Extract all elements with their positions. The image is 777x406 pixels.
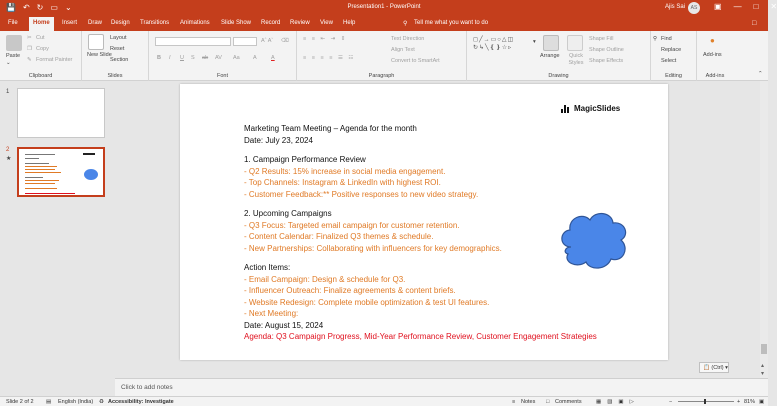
paragraph-label: Paragraph: [368, 73, 395, 79]
shape-effects-button[interactable]: Shape Effects: [589, 58, 624, 64]
vertical-scrollbar[interactable]: [760, 81, 768, 378]
reset-button[interactable]: Reset: [110, 46, 125, 52]
clipboard-group: [0, 31, 82, 81]
thumb-line: [25, 169, 55, 170]
scroll-down-icon[interactable]: ▾: [761, 371, 765, 377]
ribbon: [0, 31, 768, 81]
slide-text-line: Date: July 23, 2024: [244, 135, 313, 145]
cut-button[interactable]: Cut: [36, 35, 45, 41]
quick-styles-icon[interactable]: [567, 35, 583, 51]
slide-text-line: Agenda: Q3 Campaign Progress, Mid-Year Performance Review, Customer Engagement Strategies: [244, 332, 597, 341]
ribbon-tabs: [0, 17, 768, 31]
list-buttons-icon[interactable]: ≡ ≡ ⇤ ⇥ ⇕: [303, 36, 348, 42]
lightbulb-icon: ⚲: [403, 21, 408, 27]
font-name-input[interactable]: [155, 37, 231, 46]
tab-draw[interactable]: Draw: [88, 20, 103, 26]
tab-view[interactable]: View: [320, 20, 333, 26]
ribbon-display-icon[interactable]: ▣: [714, 2, 722, 11]
slide-text-line: - Content Calendar: Finalized Q3 themes & schedule.: [244, 232, 434, 241]
editing-label: Editing: [665, 73, 682, 79]
slide-text-line: 1. Campaign Performance Review: [244, 155, 366, 164]
avatar[interactable]: AS: [688, 2, 700, 14]
arrange-button[interactable]: Arrange: [540, 53, 560, 59]
notes-pane[interactable]: [115, 378, 768, 396]
arrange-icon[interactable]: [543, 35, 559, 51]
slide-thumbnail-2[interactable]: [17, 147, 105, 197]
tab-transitions[interactable]: Transitions: [140, 20, 170, 26]
paragraph-group: [297, 31, 467, 81]
slide-text-line: - New Partnerships: Collaborating with influencers for key demographics.: [244, 243, 502, 253]
paste-icon[interactable]: [6, 35, 22, 51]
spacing-button[interactable]: AV: [215, 55, 222, 61]
slide-text-line: 2. Upcoming Campaigns: [244, 209, 332, 218]
format-painter-icon: ✎: [27, 57, 32, 63]
section-button[interactable]: Section: [110, 57, 129, 63]
zoom-level[interactable]: 81%: [744, 399, 756, 405]
notes-placeholder: Click to add notes: [121, 384, 173, 391]
thumb-line: [25, 166, 57, 167]
collapse-ribbon-icon[interactable]: ⌃: [758, 71, 763, 77]
paste-button[interactable]: Paste: [6, 53, 21, 59]
comments-icon: □: [546, 399, 550, 405]
convert-smartart-button[interactable]: Convert to SmartArt: [391, 58, 440, 64]
minimize-icon[interactable]: —: [733, 2, 742, 11]
slide-text-line: - Next Meeting:: [244, 309, 299, 318]
clipboard-label: Clipboard: [28, 73, 53, 79]
font-group: [149, 31, 297, 81]
window-controls: [714, 2, 777, 11]
tab-help[interactable]: Help: [343, 20, 356, 26]
replace-button[interactable]: Replace: [661, 47, 682, 53]
zoom-slider-thumb[interactable]: [704, 399, 706, 404]
accessibility-status[interactable]: Accessibility: Investigate: [108, 399, 174, 405]
tab-record[interactable]: Record: [261, 20, 281, 26]
thumb-line: [25, 158, 39, 159]
slide-text-line: - Email Campaign: Design & schedule for Q3.: [244, 274, 406, 284]
thumb-cloud: [84, 169, 98, 180]
thumb-line: [25, 163, 49, 164]
new-slide-icon[interactable]: [88, 34, 104, 50]
tab-home[interactable]: Home: [29, 17, 54, 31]
shape-fill-button[interactable]: Shape Fill: [589, 36, 614, 42]
change-case-button[interactable]: Aa: [233, 55, 240, 61]
text-direction-button[interactable]: Text Direction: [391, 36, 425, 42]
comment-icon[interactable]: □: [752, 20, 757, 27]
redo-icon[interactable]: ↻: [36, 3, 44, 12]
tab-slide-show[interactable]: Slide Show: [221, 20, 252, 26]
quick-styles-button[interactable]: Quick Styles: [568, 53, 584, 66]
slide-text-line: Action Items:: [244, 263, 291, 272]
start-icon[interactable]: ▭: [50, 3, 58, 12]
slide-text-line: - Website Redesign: Complete mobile optimization & test UI features.: [244, 297, 490, 307]
tab-animations[interactable]: Animations: [180, 20, 210, 26]
tab-review[interactable]: Review: [290, 20, 310, 26]
bold-button[interactable]: B: [157, 55, 161, 61]
thumb-line: [25, 188, 57, 189]
strikethrough-button[interactable]: ab: [202, 55, 209, 61]
copy-button[interactable]: Copy: [36, 46, 49, 52]
tab-insert[interactable]: Insert: [62, 20, 78, 26]
tab-file[interactable]: File: [8, 20, 18, 26]
font-size-input[interactable]: [233, 37, 257, 46]
thumb-line: [25, 193, 75, 194]
slides-group: [82, 31, 149, 81]
slide-text-line: [244, 146, 654, 154]
find-icon: ⚲: [653, 36, 658, 42]
thumb-line: [25, 180, 59, 181]
paste-options-button[interactable]: 📋 (Ctrl) ▾: [699, 362, 729, 373]
clipboard-icon: 📋: [703, 365, 710, 371]
slide-text-line: - Q3 Focus: Targeted email campaign for customer retention.: [244, 220, 460, 230]
format-painter-button[interactable]: Format Painter: [36, 57, 73, 63]
accessibility-icon[interactable]: ♻: [99, 399, 104, 405]
status-bar: [0, 396, 768, 406]
find-button[interactable]: Find: [661, 36, 672, 42]
underline-button[interactable]: U: [180, 55, 184, 61]
slide-text-line: - Influencer Outreach: Finalize agreements & content briefs.: [244, 286, 456, 295]
slide-text-line: Marketing Team Meeting – Agenda for the month: [244, 124, 417, 133]
editing-group: [651, 31, 697, 81]
thumb-line: [25, 154, 55, 155]
scroll-up-icon[interactable]: ▴: [761, 363, 765, 369]
cloud-outline: [562, 214, 626, 269]
zoom-out-icon[interactable]: −: [669, 399, 673, 405]
logo-icon: [561, 105, 571, 113]
comments-toggle[interactable]: Comments: [555, 399, 582, 405]
slide-text-line: Date: August 15, 2024: [244, 320, 324, 330]
thumb-line: [25, 183, 55, 184]
clear-format-icon[interactable]: ⌫: [281, 38, 289, 44]
undo-icon[interactable]: ↶: [22, 3, 30, 12]
align-text-button[interactable]: Align Text: [391, 47, 415, 53]
new-slide-button[interactable]: New Slide: [87, 52, 112, 58]
addins-icon[interactable]: ●: [710, 36, 715, 45]
maximize-icon[interactable]: □: [753, 2, 759, 11]
addins-button[interactable]: Add-ins: [703, 52, 722, 58]
copy-icon: ❐: [27, 46, 32, 52]
save-icon[interactable]: 💾: [6, 3, 16, 12]
addins-group: [697, 31, 733, 81]
slide-thumbnail-1[interactable]: [17, 88, 105, 138]
drawing-group: [467, 31, 651, 81]
font-label: Font: [216, 73, 228, 79]
shapes-gallery[interactable]: ◻╱→▭○△◫ ↻↳╲❴❵☆▹: [473, 37, 515, 51]
shape-outline-button[interactable]: Shape Outline: [589, 47, 624, 53]
view-buttons[interactable]: ▦▧▣▷: [596, 399, 640, 405]
slide-text-line: - Customer Feedback:** Positive responses to new video strategy.: [244, 189, 479, 199]
paste-dropdown-icon[interactable]: ⌄: [6, 60, 11, 66]
drawing-label: Drawing: [548, 73, 569, 79]
font-color-button[interactable]: A: [271, 55, 275, 61]
thumb-line: [25, 172, 61, 173]
slide-canvas[interactable]: [180, 84, 668, 360]
shadow-button[interactable]: S: [191, 55, 195, 61]
select-button[interactable]: Select: [661, 58, 677, 64]
layout-button[interactable]: Layout: [110, 35, 127, 41]
slides-label: Slides: [107, 73, 123, 79]
tab-design[interactable]: Design: [111, 20, 130, 26]
thumbnail-number: 1: [6, 89, 10, 95]
tell-me-search[interactable]: Tell me what you want to do: [414, 20, 489, 26]
spellcheck-icon[interactable]: ▤: [46, 399, 52, 405]
notes-toggle[interactable]: Notes: [521, 399, 536, 405]
thumbnail-number: 2: [6, 147, 10, 153]
slide-text-line: - Top Channels: Instagram & LinkedIn with highest ROI.: [244, 178, 441, 187]
notes-icon: ≡: [512, 399, 516, 405]
thumb-logo: [83, 153, 95, 155]
magicslides-logo: [561, 104, 620, 113]
highlight-button[interactable]: A: [253, 55, 257, 61]
close-icon[interactable]: ✕: [770, 2, 777, 11]
grow-font-icon[interactable]: Aˆ Aˇ: [261, 38, 274, 44]
paste-options-label: (Ctrl): [711, 365, 724, 371]
align-buttons-icon[interactable]: ≡ ≡ ≡ ≡ ☰ ☷: [303, 55, 356, 61]
slide-counter: Slide 2 of 2: [6, 399, 34, 405]
language-indicator[interactable]: English (India): [58, 399, 94, 405]
window-title: Presentation1 - PowerPoint: [347, 4, 421, 10]
zoom-in-icon[interactable]: +: [737, 399, 741, 405]
zoom-slider[interactable]: [678, 401, 734, 402]
cut-icon: ✂: [27, 35, 32, 41]
scrollbar-thumb[interactable]: [761, 344, 767, 354]
logo-text: MagicSlides: [574, 104, 621, 113]
thumb-line: [25, 177, 43, 178]
addins-label: Add-ins: [705, 73, 725, 79]
shapes-more-icon[interactable]: ▾: [533, 39, 536, 45]
italic-button[interactable]: I: [169, 55, 171, 61]
user-name[interactable]: Ajis Sai: [665, 4, 686, 10]
cloud-shape[interactable]: [557, 207, 631, 273]
fit-slide-icon[interactable]: ▣: [759, 399, 765, 405]
title-bar: [0, 0, 777, 17]
slide-text-line: - Q2 Results: 15% increase in social media engagement.: [244, 166, 446, 176]
transition-star-icon: ★: [6, 156, 12, 162]
customize-icon[interactable]: ⌄: [64, 3, 72, 12]
